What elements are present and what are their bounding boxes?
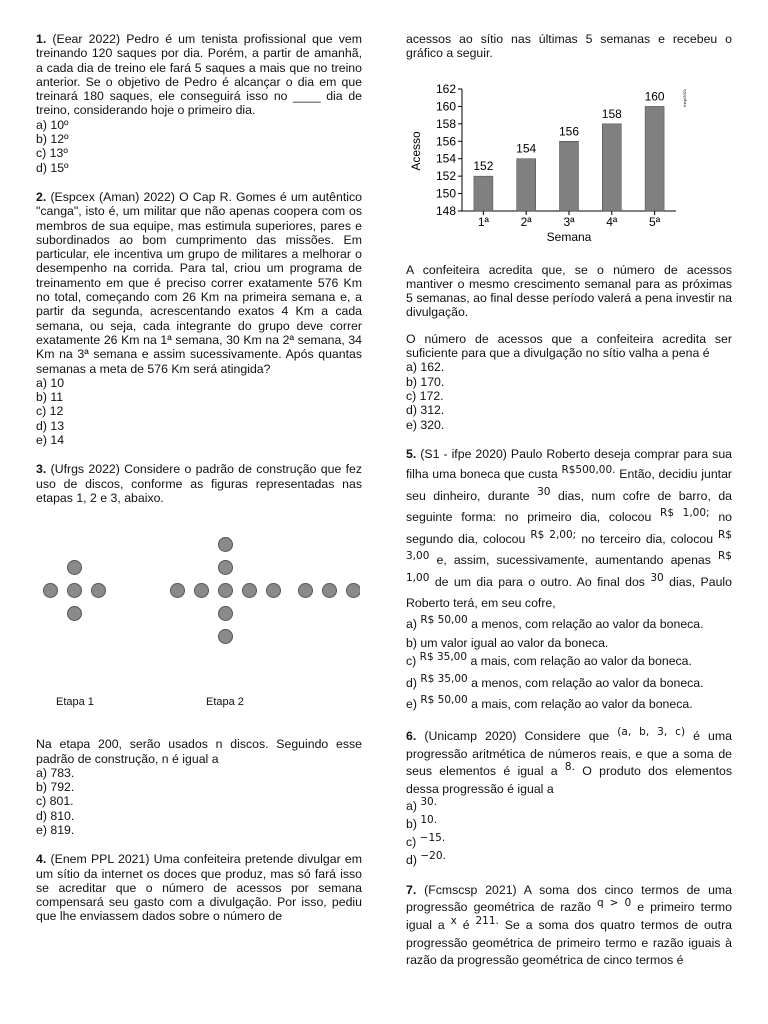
option-c: c) 13º (36, 146, 68, 161)
option-a: a) 162. (406, 360, 445, 375)
option-text: a mais, com relação ao valor da boneca. (470, 654, 692, 669)
bar-value-label: 158 (601, 106, 622, 121)
y-tick-label: 158 (435, 116, 456, 131)
option-letter: d) (406, 675, 417, 690)
y-tick-label: 156 (435, 133, 456, 148)
stage-2-label: Etapa 2 (206, 696, 244, 709)
disc (322, 583, 337, 598)
option-text: a mais, com relação ao valor da boneca. (471, 697, 693, 712)
disc (67, 583, 82, 598)
question-5-text: dias, num cofre de barro, da seguinte forma: no primeiro dia, colocou (406, 488, 732, 525)
disc (218, 606, 233, 621)
disc (218, 560, 233, 575)
y-axis-label: Acesso (409, 130, 423, 171)
bar (602, 123, 621, 210)
option-value: −20. (420, 849, 446, 862)
disc (298, 583, 313, 598)
option-b: b) 12º (36, 132, 69, 147)
sum-value: 8. (564, 760, 575, 773)
option-b (406, 813, 732, 834)
question-4-number: 4. (36, 852, 47, 867)
y-tick-label: 154 (435, 151, 456, 166)
question-6-text: O produto dos elementos dessa progressão é igual a (406, 763, 732, 796)
ratio-condition: q > 0 (597, 896, 632, 909)
question-3-prompt: Na etapa 200, serão usados n discos. Seguindo esse padrão de construção, n é igual a (36, 737, 362, 766)
bar-value-label: 152 (473, 158, 494, 173)
disc (346, 583, 360, 598)
question-6-options (406, 795, 732, 870)
option-e: e) 14 (36, 433, 65, 448)
stage-1-label: Etapa 1 (56, 696, 94, 709)
question-7-text: (Fcmscsp 2021) A soma dos cinco termos de uma progressão geométrica de razão (406, 882, 732, 914)
question-3-number: 3. (36, 462, 47, 477)
left-column (36, 32, 362, 939)
question-5-text: dias, Paulo Roberto terá, em seu cofre, (406, 574, 732, 611)
question-3 (36, 462, 362, 837)
question-7-statement (406, 882, 732, 969)
day2-value: R$ 2,00; (530, 528, 577, 541)
disc (218, 629, 233, 644)
days-value: 30 (537, 485, 551, 498)
disc (67, 606, 82, 621)
question-3-options (36, 766, 362, 837)
option-d (406, 849, 732, 870)
question-5-text: no terceiro dia, colocou (581, 531, 714, 546)
question-1-statement (36, 32, 362, 118)
disc (67, 560, 82, 575)
question-6-text: é uma progressão aritmética de números reais, e que a soma de seus elementos é igual a (406, 728, 732, 778)
option-text: a menos, com relação ao valor da boneca. (471, 616, 704, 631)
question-3-text: (Ufrgs 2022) Considere o padrão de construção que fez uso de discos, conforme as figuras representadas nas etapas 1, 2 e 3, abaixo. (36, 462, 363, 505)
disc (91, 583, 106, 598)
days-value: 30 (650, 571, 664, 584)
question-5-number: 5. (406, 446, 417, 461)
y-tick-label: 160 (435, 99, 456, 114)
option-letter: b) (406, 816, 417, 831)
question-4-condition: A confeiteira acredita que, se o número de acessos mantiver o mesmo crescimento semanal para as próximas 5 semanas, ao final desse período valerá a pena investir na divulgação. (406, 262, 732, 320)
question-6-statement (406, 725, 732, 798)
option-c: c) 801. (36, 794, 74, 809)
question-7 (406, 882, 732, 969)
question-6-text: (Unicamp 2020) Considere que (424, 728, 610, 743)
x-tick-labels (478, 211, 661, 229)
x-tick-label: 1ª (477, 214, 489, 229)
option-letter: c) (406, 654, 417, 669)
question-4-statement (36, 852, 362, 923)
option-d: d) 810. (36, 808, 75, 823)
sequence-expression: (a, b, 3, c) (617, 725, 686, 738)
option-b: b) um valor igual ao valor da boneca. (406, 636, 609, 651)
question-5-text: de um dia para o outro. Ao final dos (434, 574, 645, 589)
option-value: R$ 35,00 (420, 672, 468, 685)
option-a: a) 783. (36, 765, 75, 780)
option-a (406, 614, 732, 636)
increment-value: R$ 1,00 (406, 550, 732, 584)
disc (43, 583, 58, 598)
option-value: −15. (419, 831, 446, 844)
option-b: b) 170. (406, 374, 445, 389)
question-7-text: Se a soma dos quatro termos de outra progressão geométrica de primeiro termo e razão iguais à razão da progressão geométrica de cinco termos é (406, 917, 732, 967)
option-c: c) 172. (406, 388, 444, 403)
y-tick-labels (436, 82, 462, 218)
option-e: e) 320. (406, 417, 445, 432)
option-value: 30. (420, 795, 438, 808)
option-c (406, 651, 732, 673)
image-credit: Inep/2021 (682, 88, 687, 107)
disc (242, 583, 257, 598)
question-7-number: 7. (406, 882, 417, 897)
x-tick-label: 3ª (563, 214, 575, 229)
disc-pattern-figure (0, 511, 360, 727)
access-bar-chart (406, 65, 706, 255)
first-term: x (450, 914, 457, 927)
x-axis-label: Semana (546, 229, 592, 244)
option-c: c) 12 (36, 404, 64, 419)
bar (517, 158, 536, 210)
question-7-text: e primeiro termo igual a (406, 899, 732, 932)
day1-value: R$ 1,00; (660, 507, 710, 520)
right-column (406, 32, 732, 984)
option-d: d) 15º (36, 160, 69, 175)
question-2-text: (Espcex (Aman) 2022) O Cap R. Gomes é um autêntico "canga", isto é, um militar que não apenas coopera com os membros de sua equipe, mas estimula superiores, pares e subordinados ao bom cumprimento das missões. Em particular, ele incentiva um grupo de militares a melhorar o desempenho na corrida. Para tal, criou um programa de treinamento em que é preciso correr exatamente 576 Km no total, começando com 26 Km na primeira semana e, a partir da segunda, acrescentando exatos 4 Km a cada semana, ou seja, cada integrante do grupo deve correr exatamente 26 Km na 1ª semana, 30 Km na 2ª semana, 34 Km na 3ª semana e assim sucessivamente. Após quantas semanas a meta de 576 Km será atingida? (36, 189, 362, 376)
question-2-options (36, 376, 362, 447)
option-a (406, 795, 732, 816)
option-letter: d) (406, 852, 417, 867)
question-4 (36, 852, 362, 923)
question-4-text-continued: acessos ao sítio nas últimas 5 semanas e recebeu o gráfico a seguir. (406, 32, 732, 61)
option-d: d) 312. (406, 403, 445, 418)
option-letter: a) (406, 616, 417, 631)
question-4-continued (406, 32, 732, 432)
day3-value: R$ 3,00 (406, 528, 733, 563)
x-tick-label: 4ª (606, 214, 618, 229)
option-letter: a) (406, 798, 417, 813)
question-2-number: 2. (36, 189, 47, 204)
bars (473, 89, 665, 211)
question-1-number: 1. (36, 32, 47, 46)
option-value: R$ 50,00 (420, 613, 468, 626)
disc (266, 583, 281, 598)
question-4-options (406, 360, 732, 431)
disc (218, 583, 233, 598)
question-5-options (406, 614, 732, 716)
question-2-statement (36, 190, 362, 376)
question-3-statement (36, 462, 362, 505)
option-letter: e) (406, 697, 417, 712)
option-a: a) 10 (36, 375, 65, 390)
y-tick-label: 152 (435, 168, 456, 183)
bar-value-label: 154 (516, 141, 537, 156)
question-1 (36, 32, 362, 175)
sum-value: 211. (475, 914, 499, 927)
disc (218, 537, 233, 552)
question-6-number: 6. (406, 728, 417, 743)
option-value: 10. (420, 813, 438, 826)
bar-value-label: 160 (644, 89, 665, 104)
option-value: R$ 35,00 (419, 651, 468, 664)
bar (645, 106, 664, 211)
option-b: b) 11 (36, 390, 64, 405)
y-tick-label: 148 (435, 203, 456, 218)
chart-svg (406, 65, 706, 255)
option-d: d) 13 (36, 418, 65, 433)
option-value: R$ 50,00 (420, 694, 468, 707)
question-6 (406, 725, 732, 870)
y-tick-label: 150 (435, 186, 456, 201)
price-value: R$500,00. (561, 464, 616, 477)
question-7-text: é (462, 917, 470, 932)
y-tick-label: 162 (435, 81, 456, 96)
option-e: e) 819. (36, 822, 75, 837)
question-2 (36, 190, 362, 447)
bar-value-label: 156 (558, 123, 580, 138)
bar (560, 141, 579, 211)
bar (474, 176, 493, 211)
question-1-options (36, 118, 362, 175)
option-b: b) 792. (36, 780, 75, 795)
option-letter: c) (406, 834, 417, 849)
question-5-text: (S1 - ifpe 2020) Paulo Roberto deseja comprar para sua filha uma boneca que custa (406, 446, 732, 482)
option-d (406, 673, 732, 695)
option-c (406, 831, 732, 852)
disc (170, 583, 185, 598)
question-5-statement (406, 444, 732, 614)
option-text: a menos, com relação ao valor da boneca. (471, 675, 704, 690)
question-5 (406, 444, 732, 716)
question-5-text: Então, decidiu juntar seu dinheiro, durante (406, 467, 733, 503)
question-1-text: (Eear 2022) Pedro é um tenista profissional que vem treinando 120 saques por dia. Porém, a partir de amanhã, a cada dia de treino ele fará 5 saques a mais que no treino anterior. Se o objetivo de Pedro é alcançar o dia em que treinará 180 saques, ele conseguirá isso no ____ dia de treino, considerando hoje o primeiro dia. (36, 32, 363, 118)
question-5-text: e, assim, sucessivamente, aumentando apenas (436, 553, 711, 568)
question-4-prompt: O número de acessos que a confeiteira acredita ser suficiente para que a divulgação no sítio valha a pena é (406, 331, 732, 361)
question-5-text: no segundo dia, colocou (406, 510, 732, 546)
disc (194, 583, 209, 598)
option-a: a) 10º (36, 117, 69, 132)
x-tick-label: 5ª (649, 214, 661, 229)
option-e (406, 694, 732, 716)
x-tick-label: 2ª (520, 214, 532, 229)
question-4-text: (Enem PPL 2021) Uma confeiteira pretende divulgar em um sítio da internet os doces que produz, mas só fará isso se acreditar que o número de acessos por semana compensará seu gasto com a divulgação. Por isso, pediu que lhe enviassem dados sobre o número de (36, 852, 363, 924)
